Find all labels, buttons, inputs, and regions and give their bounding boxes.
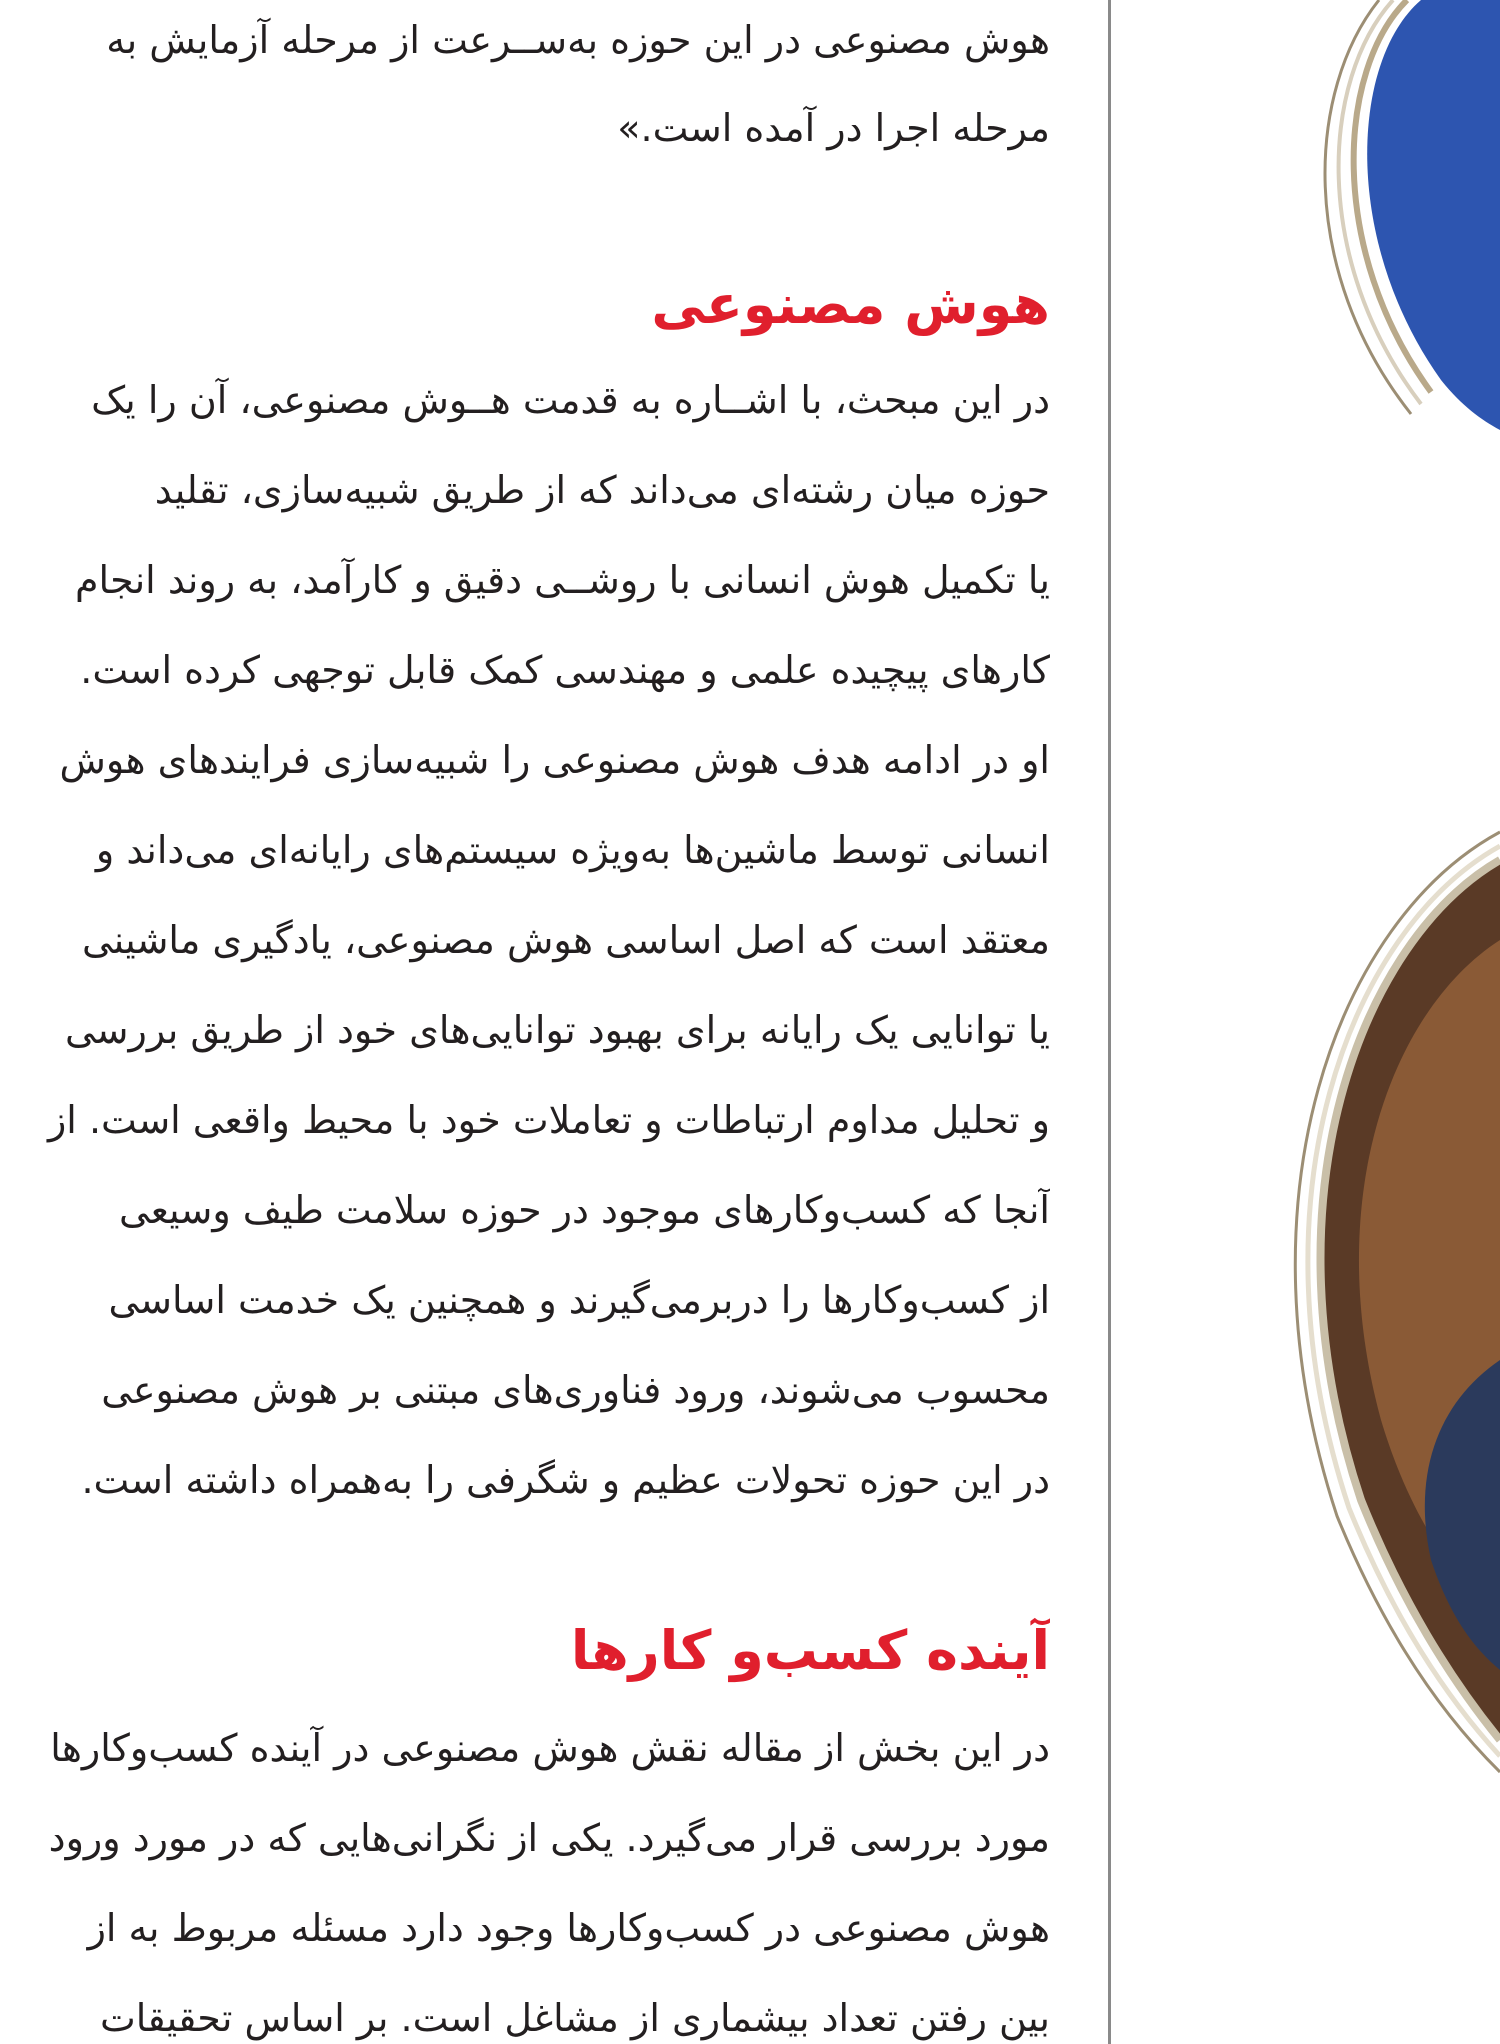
text-line: از کسب‌وکارها را دربرمی‌گیرند و همچنین یک خدمت اساسی bbox=[108, 1278, 1050, 1322]
text-line: حوزه میان رشته‌ای می‌داند که از طریق شبیه‌سازی، تقلید bbox=[154, 468, 1050, 512]
text-line: بین رفتن تعداد بیشماری از مشاغل است. بر اساس تحقیقات bbox=[100, 1996, 1050, 2040]
text-line: در این مبحث، با اشــاره به قدمت هــوش مصنوعی، آن را یک bbox=[91, 378, 1050, 422]
text-line: محسوب می‌شوند، ورود فناوری‌های مبتنی بر هوش مصنوعی bbox=[101, 1368, 1050, 1412]
text-line: مرحله اجرا در آمده است.» bbox=[617, 106, 1050, 150]
text-line: کارهای پیچیده علمی و مهندسی کمک قابل توجهی کرده است. bbox=[80, 648, 1050, 692]
portrait-photo-area bbox=[1111, 0, 1500, 2044]
text-line: او در ادامه هدف هوش مصنوعی را شبیه‌سازی فرایندهای هوش bbox=[59, 738, 1050, 782]
portrait-frame-graphic bbox=[1111, 0, 1500, 2044]
text-line: انسانی توسط ماشین‌ها به‌ویژه سیستم‌های رایانه‌ای می‌داند و bbox=[95, 828, 1050, 872]
text-line: مورد بررسی قرار می‌گیرد. یکی از نگرانی‌هایی که در مورد ورود bbox=[48, 1816, 1050, 1860]
text-line: یا توانایی یک رایانه برای بهبود توانایی‌های خود از طریق بررسی bbox=[64, 1008, 1050, 1052]
text-line: معتقد است که اصل اساسی هوش مصنوعی، یادگیری ماشینی bbox=[81, 918, 1050, 962]
text-line: در این حوزه تحولات عظیم و شگرفی را به‌همراه داشته است. bbox=[81, 1458, 1050, 1502]
text-line: و تحلیل مداوم ارتباطات و تعاملات خود با محیط واقعی است. از bbox=[47, 1098, 1050, 1142]
text-line: آنجا که کسب‌وکارهای موجود در حوزه سلامت طیف وسیعی bbox=[119, 1188, 1050, 1232]
text-line: در این بخش از مقاله نقش هوش مصنوعی در آینده کسب‌وکارها bbox=[50, 1726, 1050, 1770]
text-line: یا تکمیل هوش انسانی با روشــی دقیق و کارآمد، به روند انجام bbox=[74, 558, 1050, 602]
section-heading: هوش مصنوعی bbox=[651, 273, 1050, 336]
text-line: هوش مصنوعی در این حوزه به‌ســرعت از مرحله آزمایش به bbox=[106, 18, 1050, 62]
section-heading: آینده کسب‌و کارها bbox=[570, 1619, 1050, 1682]
text-line: هوش مصنوعی در کسب‌وکارها وجود دارد مسئله مربوط به از bbox=[87, 1906, 1050, 1950]
